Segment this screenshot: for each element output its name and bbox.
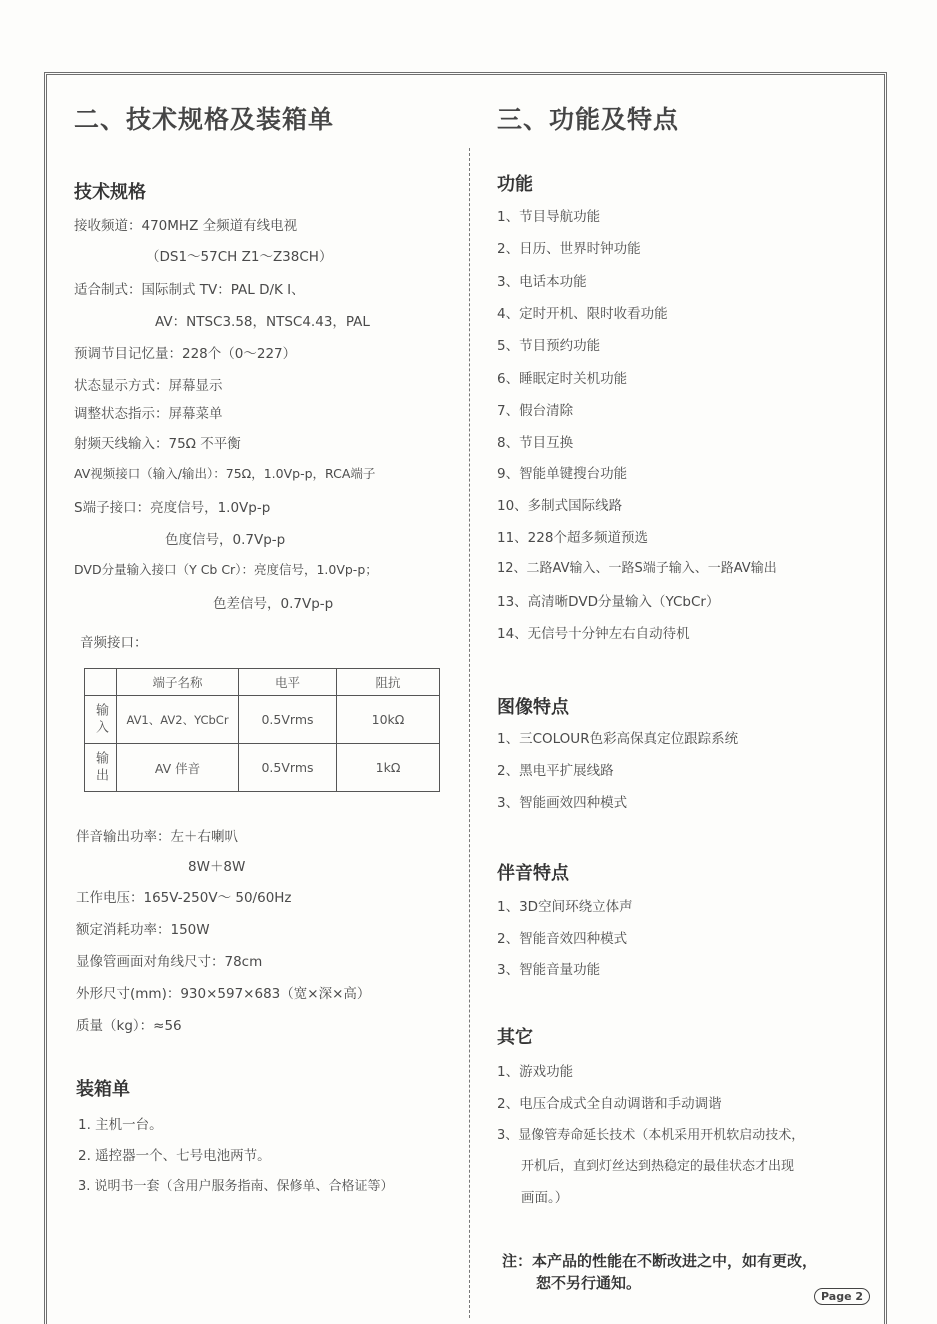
spec-line: 外形尺寸(mm)：930×597×683（宽×深×高） xyxy=(76,986,371,1002)
function-item: 5、节目预约功能 xyxy=(497,338,601,354)
sound-features-heading: 伴音特点 xyxy=(497,863,569,884)
left-column xyxy=(74,100,464,140)
function-item: 3、电话本功能 xyxy=(497,274,587,290)
spec-line: AV视频接口（输入/输出）：75Ω，1.0Vp-p，RCA端子 xyxy=(74,466,376,481)
spec-line: 状态显示方式：屏幕显示 xyxy=(74,378,223,394)
notice-text xyxy=(502,1250,817,1294)
table-header-cell: 电平 xyxy=(239,669,337,696)
spec-line: 伴音输出功率：左＋右喇叭 xyxy=(76,829,238,845)
column-divider xyxy=(469,148,470,1318)
spec-line: S端子接口：亮度信号，1.0Vp-p xyxy=(74,500,271,516)
table-header-cell: 端子名称 xyxy=(117,669,239,696)
function-item: 11、228个超多频道预选 xyxy=(497,530,648,546)
section-title-features: 三、功能及特点 xyxy=(497,105,680,134)
spec-line: 色差信号，0.7Vp-p xyxy=(213,596,334,612)
spec-line: 色度信号，0.7Vp-p xyxy=(165,532,286,548)
table-cell: AV 伴音 xyxy=(117,744,239,792)
function-item: 8、节目互换 xyxy=(497,435,574,451)
notice-line: 注：本产品的性能在不断改进之中，如有更改， xyxy=(502,1252,818,1270)
spec-line: DVD分量输入接口（Y Cb Cr）：亮度信号，1.0Vp-p； xyxy=(74,562,378,577)
function-item: 7、假台清除 xyxy=(497,403,574,419)
spec-line: 调整状态指示：屏幕菜单 xyxy=(74,406,223,422)
table-cell: 0.5Vrms xyxy=(239,744,337,792)
table-cell: AV1、AV2、YCbCr xyxy=(117,696,239,744)
other-heading: 其它 xyxy=(497,1027,533,1048)
packing-heading: 装箱单 xyxy=(76,1079,130,1100)
other-item: 2、电压合成式全自动调谐和手动调谐 xyxy=(497,1096,722,1112)
image-feature-item: 1、三COLOUR色彩高保真定位跟踪系统 xyxy=(497,731,739,747)
packing-item: 3. 说明书一套（含用户服务指南、保修单、合格证等） xyxy=(78,1179,394,1194)
function-item: 6、睡眠定时关机功能 xyxy=(497,371,628,387)
sound-feature-item: 3、智能音量功能 xyxy=(497,962,601,978)
function-item: 10、多制式国际线路 xyxy=(497,498,623,514)
function-item: 12、二路AV输入、一路S端子输入、一路AV输出 xyxy=(497,561,777,576)
other-item-continued: 画面。） xyxy=(521,1190,569,1206)
spec-line: AV：NTSC3.58，NTSC4.43，PAL xyxy=(155,314,370,330)
table-header-row xyxy=(85,669,440,696)
table-row xyxy=(85,696,440,744)
packing-item: 1. 主机一台。 xyxy=(78,1117,163,1133)
table-cell: 10kΩ xyxy=(337,696,440,744)
other-item: 1、游戏功能 xyxy=(497,1064,574,1080)
spec-line: 额定消耗功率：150W xyxy=(76,922,210,938)
sound-feature-item: 1、3D空间环绕立体声 xyxy=(497,899,633,915)
table-cell: 1kΩ xyxy=(337,744,440,792)
spec-line: 显像管画面对角线尺寸：78cm xyxy=(76,954,263,970)
table-row xyxy=(85,744,440,792)
spec-line: 预调节目记忆量：228个（0～227） xyxy=(74,346,297,362)
table-group-cell: 输入 xyxy=(85,696,117,744)
function-item: 1、节目导航功能 xyxy=(497,209,601,225)
spec-line: 8W＋8W xyxy=(188,859,246,875)
page-number-badge: Page 2 xyxy=(814,1288,870,1305)
audio-interface-table xyxy=(84,668,440,792)
spec-line: 质量（kg）：≈56 xyxy=(76,1018,182,1034)
image-feature-item: 2、黑电平扩展线路 xyxy=(497,763,614,779)
other-item-continued: 开机后，直到灯丝达到热稳定的最佳状态才出现 xyxy=(521,1159,795,1174)
sound-feature-item: 2、智能音效四种模式 xyxy=(497,931,628,947)
image-feature-item: 3、智能画效四种模式 xyxy=(497,795,628,811)
right-column xyxy=(497,100,877,140)
spec-line: （DS1～57CH Z1～Z38CH） xyxy=(146,249,333,265)
spec-line: 工作电压：165V-250V～ 50/60Hz xyxy=(76,890,292,906)
function-item: 14、无信号十分钟左右自动待机 xyxy=(497,626,690,642)
spec-line: 适合制式：国际制式 TV：PAL D/K I、 xyxy=(74,282,305,298)
function-item: 2、日历、世界时钟功能 xyxy=(497,241,641,257)
section-title-specs: 二、技术规格及装箱单 xyxy=(74,105,335,134)
spec-line: 接收频道：470MHZ 全频道有线电视 xyxy=(74,218,298,234)
image-features-heading: 图像特点 xyxy=(497,697,569,718)
notice-line: 恕不另行通知。 xyxy=(536,1274,642,1292)
function-item: 9、智能单键搜台功能 xyxy=(497,466,628,482)
spec-line: 射频天线输入：75Ω 不平衡 xyxy=(74,436,241,452)
other-item: 3、显像管寿命延长技术（本机采用开机软启动技术， xyxy=(497,1128,805,1143)
table-group-cell: 输出 xyxy=(85,744,117,792)
audio-interface-label: 音频接口： xyxy=(80,635,148,651)
table-header-corner xyxy=(85,669,117,696)
function-heading: 功能 xyxy=(497,174,533,195)
table-cell: 0.5Vrms xyxy=(239,696,337,744)
function-item: 4、定时开机、限时收看功能 xyxy=(497,306,668,322)
function-item: 13、高清晰DVD分量输入（YCbCr） xyxy=(497,594,720,610)
table-header-cell: 阻抗 xyxy=(337,669,440,696)
spec-heading: 技术规格 xyxy=(74,182,146,203)
packing-item: 2. 遥控器一个、七号电池两节。 xyxy=(78,1148,271,1164)
